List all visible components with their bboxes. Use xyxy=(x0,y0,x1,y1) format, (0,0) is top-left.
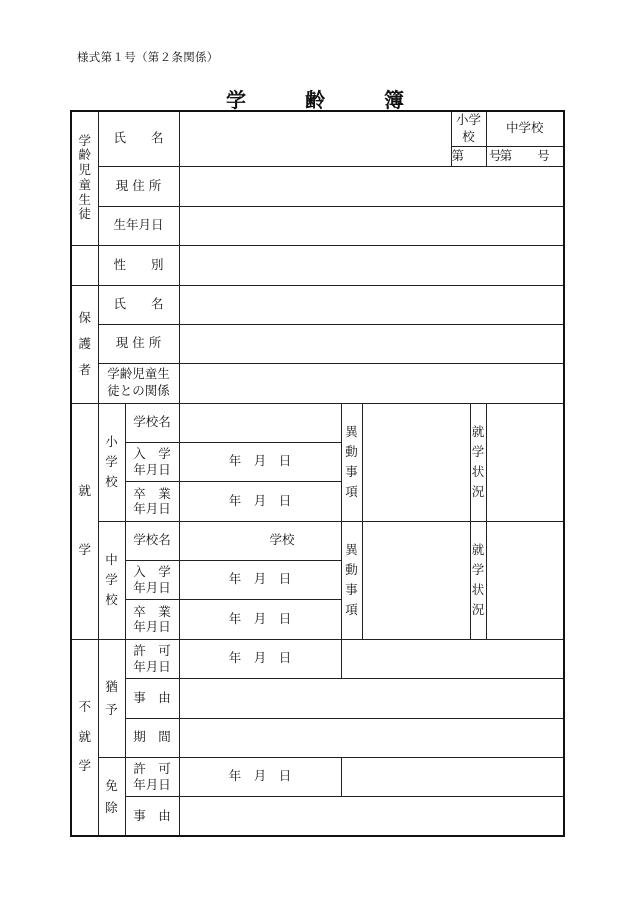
elementary-label xyxy=(98,403,125,521)
junior-high-label xyxy=(98,521,125,639)
student-address-label: 現 住 所 xyxy=(98,166,179,206)
junior-high-school-suffix: 学校 xyxy=(269,532,295,548)
school-register-table xyxy=(70,110,565,837)
postponement-reason-field[interactable] xyxy=(179,678,564,718)
postponement-permit-extra[interactable] xyxy=(341,639,564,678)
guardian-relation-label: 学齢児童生 徒との関係 xyxy=(98,363,179,403)
junior-high-changes-text: 異 動 事 項 xyxy=(345,542,358,618)
junior-high-status-field[interactable] xyxy=(486,521,564,639)
student-name-field[interactable] xyxy=(179,111,451,166)
postponement-label xyxy=(98,639,125,757)
exemption-permit-label: 許 可 年月日 xyxy=(125,757,179,796)
page-title: 学 齢 簿 xyxy=(226,88,430,112)
elementary-status-label xyxy=(470,403,486,521)
student-address-field[interactable] xyxy=(179,166,564,206)
student-section-text: 学 齢 児 童 生 徒 xyxy=(78,132,91,222)
junior-high-header: 中学校 xyxy=(486,111,564,146)
enrollment-section-label xyxy=(71,403,98,639)
junior-high-graduation-label: 卒 業 年月日 xyxy=(125,599,179,639)
elementary-school-header: 小学校 xyxy=(451,111,486,146)
guardian-name-label: 氏 名 xyxy=(98,285,179,324)
elementary-admission-field[interactable]: 年 月 日 xyxy=(179,442,341,481)
elementary-graduation-label: 卒 業 年月日 xyxy=(125,481,179,521)
guardian-address-field[interactable] xyxy=(179,324,564,363)
non-enrollment-section-text: 不 就 学 xyxy=(78,699,91,774)
elementary-status-field[interactable] xyxy=(486,403,564,521)
student-sex-label: 性 別 xyxy=(98,245,179,285)
junior-high-school-name-label: 学校名 xyxy=(125,521,179,560)
elementary-number-field[interactable]: 第 号 xyxy=(451,146,486,166)
guardian-section-text: 保 護 者 xyxy=(78,309,91,378)
junior-high-number-field[interactable]: 第 号 xyxy=(486,146,564,166)
junior-high-label-text: 中 学 校 xyxy=(105,552,118,608)
student-section-spacer xyxy=(71,245,98,285)
guardian-address-label: 現 住 所 xyxy=(98,324,179,363)
postponement-reason-label: 事 由 xyxy=(125,678,179,718)
elementary-school-name-field[interactable] xyxy=(179,403,341,442)
student-birthdate-field[interactable] xyxy=(179,206,564,245)
elementary-school-name-label: 学校名 xyxy=(125,403,179,442)
student-birthdate-label: 生年月日 xyxy=(98,206,179,245)
postponement-period-field[interactable] xyxy=(179,718,564,757)
junior-high-status-label xyxy=(470,521,486,639)
elementary-changes-label xyxy=(341,403,362,521)
elementary-label-text: 小 学 校 xyxy=(105,434,118,490)
junior-high-graduation-field[interactable]: 年 月 日 xyxy=(179,599,341,639)
student-sex-field[interactable] xyxy=(179,245,564,285)
postponement-permit-label: 許 可 年月日 xyxy=(125,639,179,678)
exemption-label-text: 免 除 xyxy=(105,778,118,815)
guardian-section-label xyxy=(71,285,98,403)
elementary-changes-text: 異 動 事 項 xyxy=(345,424,358,500)
student-name-label: 氏 名 xyxy=(98,111,179,166)
exemption-label xyxy=(98,757,125,836)
postponement-label-text: 猶 予 xyxy=(105,678,118,718)
junior-high-admission-field[interactable]: 年 月 日 xyxy=(179,560,341,599)
postponement-permit-field[interactable]: 年 月 日 xyxy=(179,639,341,678)
junior-high-school-name-field[interactable] xyxy=(179,521,341,560)
non-enrollment-section-label xyxy=(71,639,98,836)
elementary-changes-field[interactable] xyxy=(362,403,470,521)
elementary-status-text: 就 学 状 況 xyxy=(471,424,485,500)
junior-high-status-text: 就 学 状 況 xyxy=(471,542,485,618)
junior-high-changes-field[interactable] xyxy=(362,521,470,639)
student-section-label xyxy=(71,111,98,245)
junior-high-changes-label xyxy=(341,521,362,639)
postponement-period-label: 期 間 xyxy=(125,718,179,757)
exemption-reason-label: 事 由 xyxy=(125,796,179,836)
guardian-relation-field[interactable] xyxy=(179,363,564,403)
form-number-caption: 様式第１号（第２条関係） xyxy=(77,50,219,64)
guardian-name-field[interactable] xyxy=(179,285,564,324)
exemption-permit-extra[interactable] xyxy=(341,757,564,796)
exemption-reason-field[interactable] xyxy=(179,796,564,836)
exemption-permit-field[interactable]: 年 月 日 xyxy=(179,757,341,796)
elementary-admission-label: 入 学 年月日 xyxy=(125,442,179,481)
elementary-graduation-field[interactable]: 年 月 日 xyxy=(179,481,341,521)
enrollment-section-text: 就 学 xyxy=(78,482,91,557)
junior-high-admission-label: 入 学 年月日 xyxy=(125,560,179,599)
